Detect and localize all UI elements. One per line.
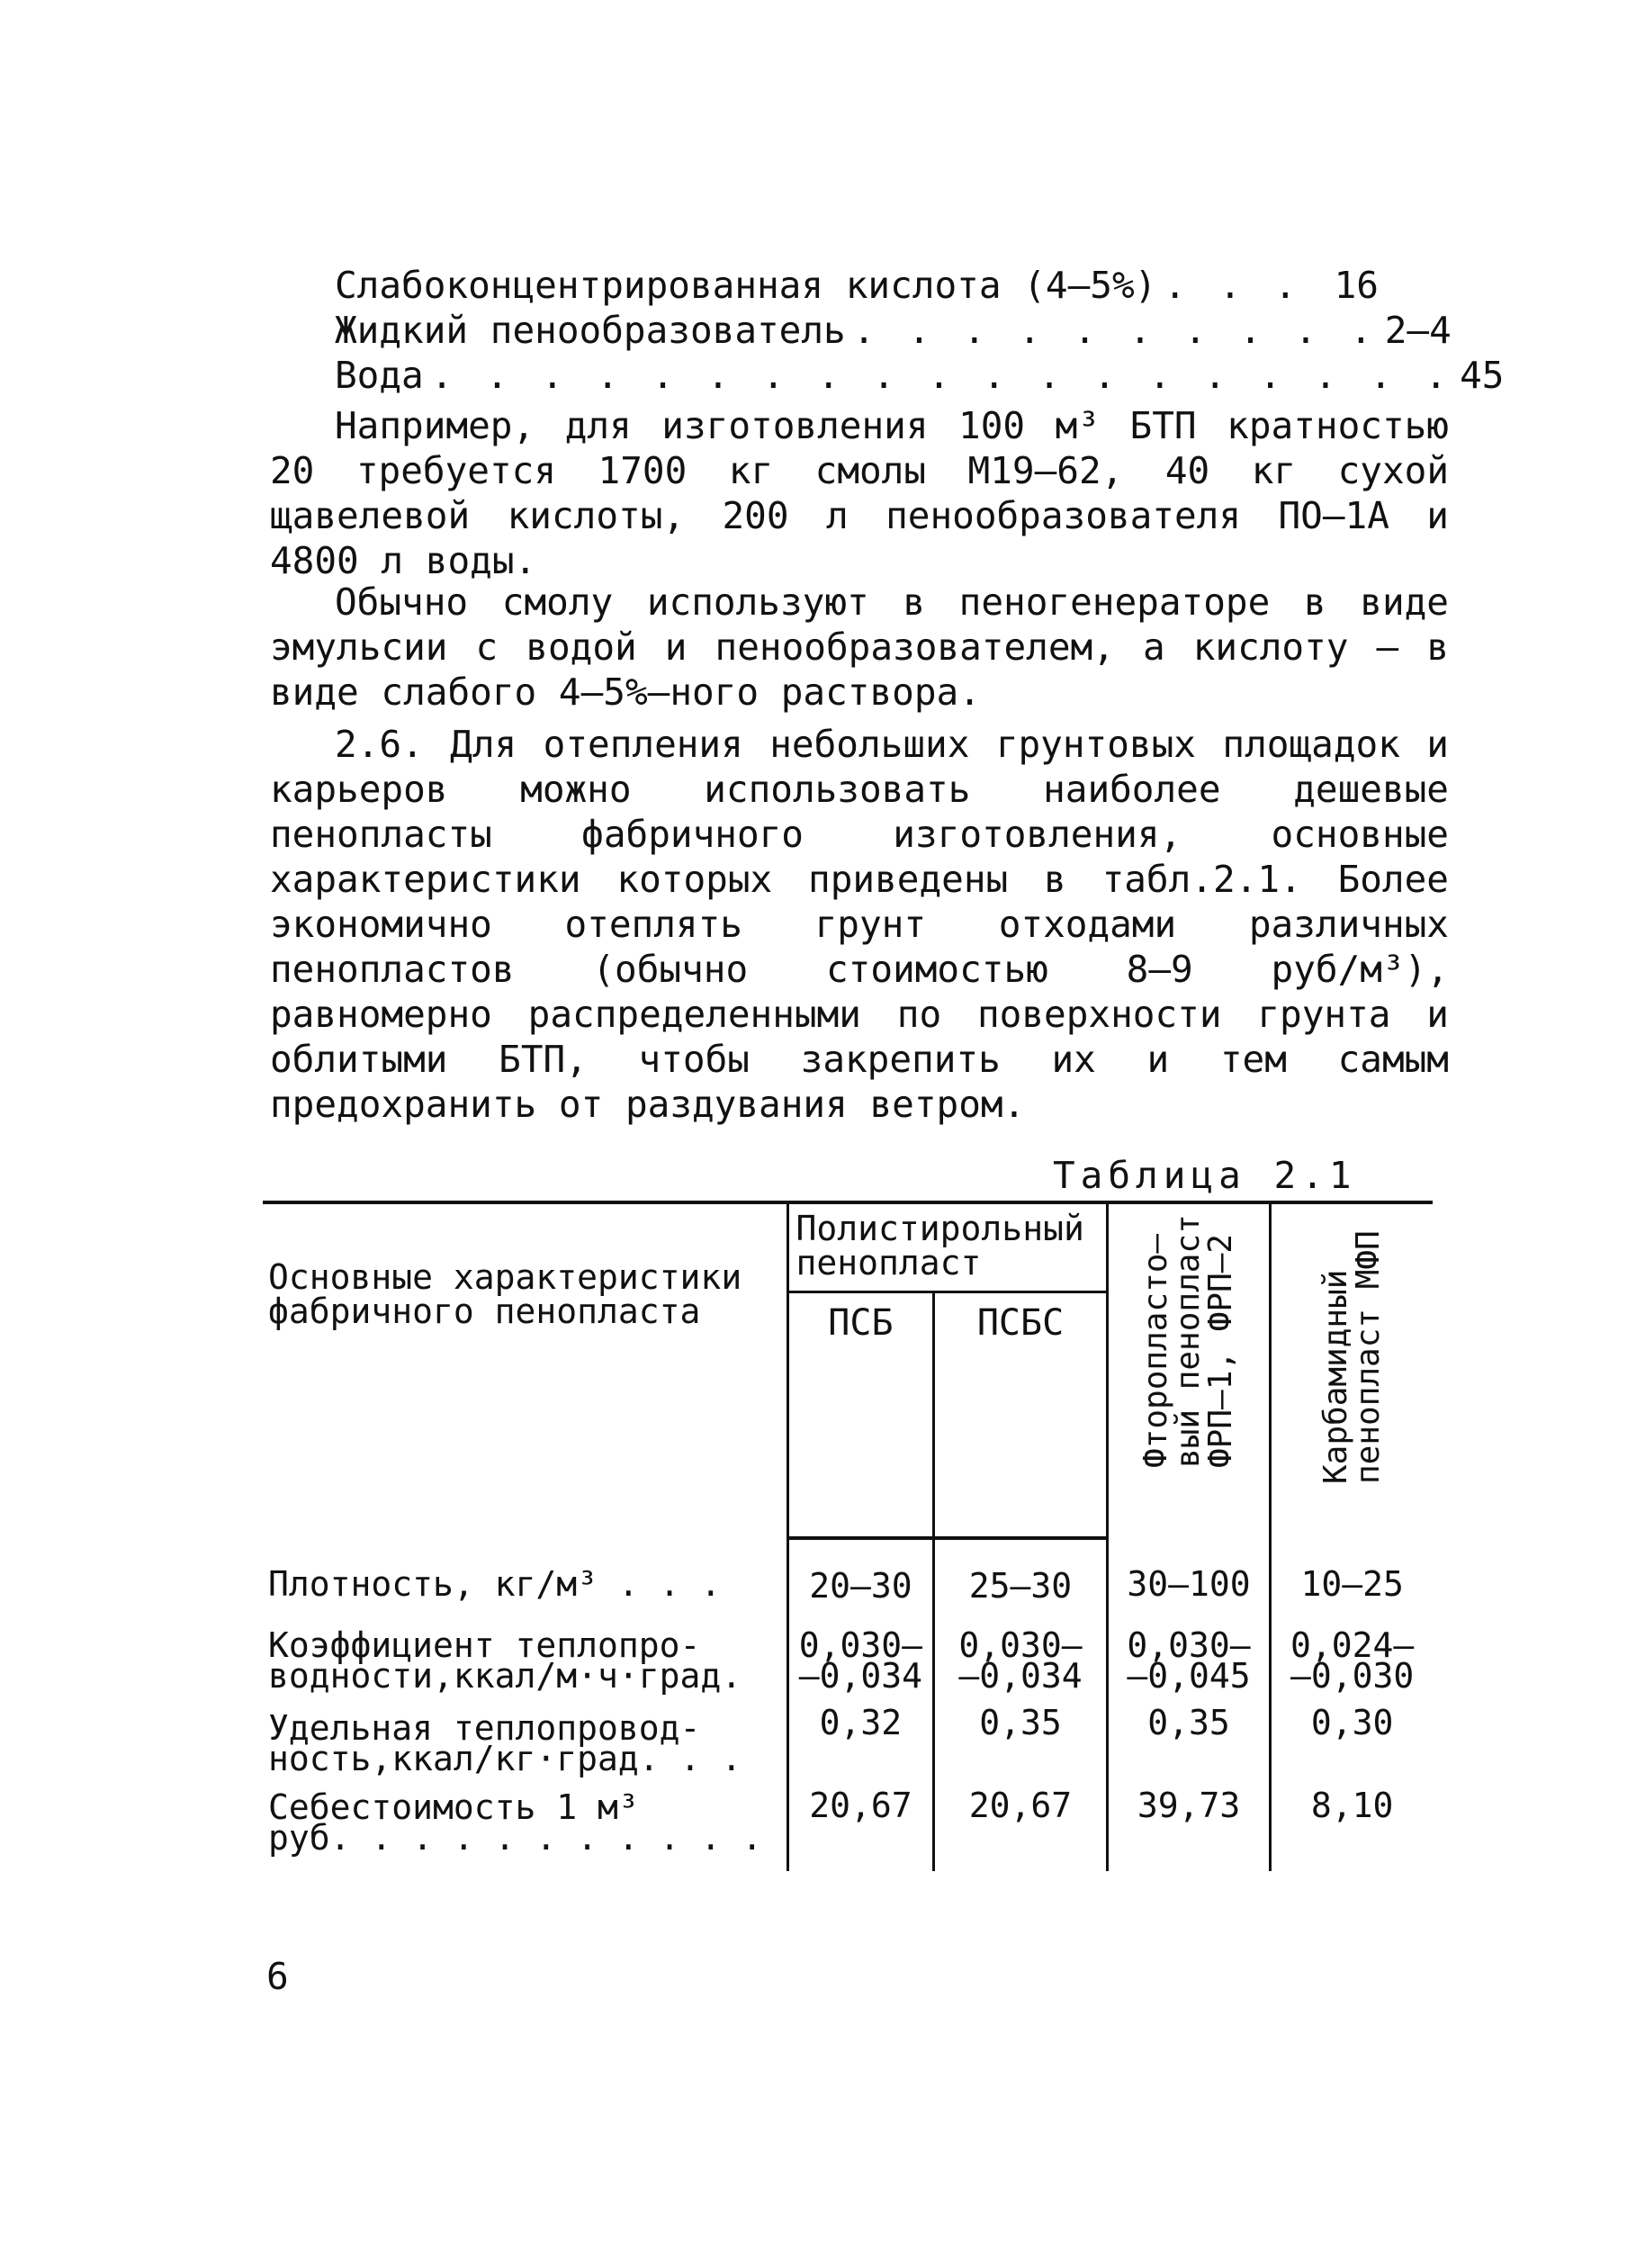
foam-properties-table — [263, 1201, 1433, 1871]
cell-mfp: 0,30 — [1271, 1691, 1433, 1774]
cell-line: –0,034 — [798, 1656, 923, 1696]
cell-psbs: 0,35 — [934, 1691, 1107, 1774]
table-row — [263, 1538, 1433, 1610]
list-item-label: Слабоконцентрированная кислота (4–5%) — [335, 264, 1157, 307]
cell-psb — [787, 1610, 934, 1696]
table-header-psb: ПСБ — [787, 1292, 934, 1539]
cell-mfp: 8,10 — [1271, 1774, 1433, 1871]
table-row — [263, 1691, 1433, 1774]
row-label — [263, 1774, 787, 1871]
table-header-characteristics — [263, 1202, 787, 1538]
row-label — [263, 1610, 787, 1696]
paragraph-emulsion: Обычно смолу используют в пеногенераторе в виде эмульсии с водой и пенообразователем, а кислоту – в виде слабого 4–5%–ного раствора. — [270, 580, 1449, 714]
list-item-label: Жидкий пенообразователь — [335, 309, 846, 352]
cell-psb: 20,67 — [787, 1774, 934, 1871]
list-item — [335, 308, 1452, 353]
list-item-value: 45 — [1460, 354, 1505, 397]
leader-dots: . . . . . . . . . . . . . . . . . . . — [430, 354, 1453, 397]
table-header-psbs: ПСБС — [934, 1292, 1107, 1539]
cell-line: 0,030– — [1127, 1625, 1251, 1665]
list-item — [335, 263, 1379, 308]
cell-psbs: 20,67 — [934, 1774, 1107, 1871]
row-label-line: водности,ккал/м·ч·град. — [268, 1656, 742, 1696]
cell-line: 0,030– — [798, 1625, 923, 1665]
list-item-value: 16 — [1334, 264, 1379, 307]
cell-line: –0,045 — [1127, 1656, 1251, 1696]
cell-line: –0,034 — [958, 1656, 1083, 1696]
table-row — [263, 1774, 1433, 1871]
table-header-frp — [1107, 1202, 1271, 1538]
list-item-value: 2–4 — [1384, 309, 1452, 352]
cell-line: 0,024– — [1290, 1625, 1415, 1665]
table-caption: Таблица 2.1 — [1053, 1154, 1357, 1197]
ingredient-list — [335, 263, 1505, 398]
page-number: 6 — [266, 1955, 289, 1998]
header-text: Фторопласто– — [1137, 1233, 1175, 1468]
leader-dots: . . . . . . . . . . — [852, 309, 1378, 352]
rotated-header-frp — [1137, 1214, 1240, 1468]
cell-frp: 0,35 — [1107, 1691, 1271, 1774]
cell-frp: 39,73 — [1107, 1774, 1271, 1871]
cell-line: –0,030 — [1290, 1656, 1415, 1696]
leader-dots: . . . — [1164, 264, 1302, 307]
header-text: ФРП–1, ФРП–2 — [1202, 1233, 1240, 1468]
header-main-label: Основные характеристики фабричного пенопласта — [268, 1257, 742, 1331]
row-label-line: ность,ккал/кг·град. . . — [268, 1739, 742, 1778]
list-item-label: Вода — [335, 354, 424, 397]
cell-psb: 0,32 — [787, 1691, 934, 1774]
row-label: Плотность, кг/м³ . . . — [268, 1564, 722, 1604]
paragraph-example: Например, для изготовления 100 м³ БТП кратностью 20 требуется 1700 кг смолы М19–62, 40 кг сухой щавелевой кислоты, 200 л пенообразователя ПО–1А и 4800 л воды. — [270, 404, 1449, 582]
cell-psbs: 25–30 — [934, 1538, 1107, 1610]
cell-mfp — [1271, 1610, 1433, 1696]
cell-psbs — [934, 1610, 1107, 1696]
header-text: Карбамидный — [1317, 1269, 1354, 1484]
cell-line: 0,030– — [958, 1625, 1083, 1665]
row-label-line: руб. . . . . . . . . . . — [268, 1818, 763, 1858]
cell-frp: 30–100 — [1107, 1538, 1271, 1610]
table-header-mfp — [1271, 1202, 1433, 1538]
table-header-polystyrene-group: Полистирольный пенопласт — [787, 1202, 1107, 1292]
paragraph-section-2-6: 2.6. Для отепления небольших грунтовых площадок и карьеров можно использовать наиболее дешевые пенопласты фабричного изготовления, основные характеристики которых приведены в табл.2.1. Более экономично отеплять грунт отходами различных пенопластов (обычно стоимостью 8–9 руб/м³), равномерно распределенными по поверхности грунта и облитыми БТП, чтобы закрепить их и тем самым предохранить от раздувания ветром. — [270, 723, 1449, 1126]
row-label — [263, 1691, 787, 1778]
table-container — [263, 1201, 1433, 1871]
cell-frp — [1107, 1610, 1271, 1696]
row-label-line: Коэффициент теплопро- — [268, 1625, 701, 1665]
rotated-header-mfp — [1317, 1230, 1387, 1484]
cell-mfp: 10–25 — [1271, 1538, 1433, 1610]
list-item — [335, 353, 1505, 398]
row-label-line: Удельная теплопровод- — [268, 1708, 701, 1748]
row-label-line: Себестоимость 1 м³ — [268, 1787, 639, 1827]
header-text: пенопласт МФП — [1349, 1230, 1387, 1484]
cell-psb: 20–30 — [787, 1538, 934, 1610]
header-text: вый пенопласт — [1170, 1214, 1208, 1468]
table-row — [263, 1610, 1433, 1691]
